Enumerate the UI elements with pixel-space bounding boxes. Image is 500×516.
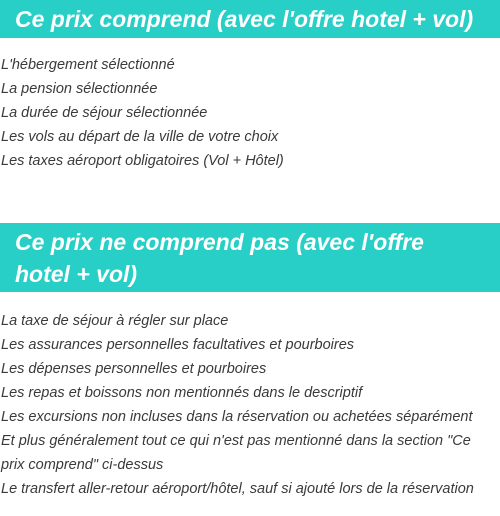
- excluded-items-list: [0, 309, 500, 501]
- list-item: Et plus généralement tout ce qui n'est pas mentionné dans la section "Ce prix comprend" ci-dessus: [1, 433, 471, 473]
- excluded-section-title: Ce prix ne comprend pas (avec l'offre hotel + vol): [0, 223, 500, 292]
- list-item: La pension sélectionnée: [1, 81, 158, 97]
- list-item: Les vols au départ de la ville de votre choix: [1, 129, 279, 145]
- list-item: L'hébergement sélectionné: [1, 57, 175, 73]
- list-item: Les taxes aéroport obligatoires (Vol + Hôtel): [1, 153, 284, 169]
- list-item: Le transfert aller-retour aéroport/hôtel, sauf si ajouté lors de la réservation: [1, 481, 474, 497]
- included-items-list: [0, 53, 500, 173]
- list-item: Les dépenses personnelles et pourboires: [1, 361, 267, 377]
- included-section-title: Ce prix comprend (avec l'offre hotel + vol): [0, 0, 500, 38]
- list-item: La taxe de séjour à régler sur place: [1, 313, 229, 329]
- list-item: Les repas et boissons non mentionnés dans le descriptif: [1, 385, 363, 401]
- list-item: La durée de séjour sélectionnée: [1, 105, 208, 121]
- list-item: Les excursions non incluses dans la réservation ou achetées séparément: [1, 409, 473, 425]
- list-item: Les assurances personnelles facultatives et pourboires: [1, 337, 355, 353]
